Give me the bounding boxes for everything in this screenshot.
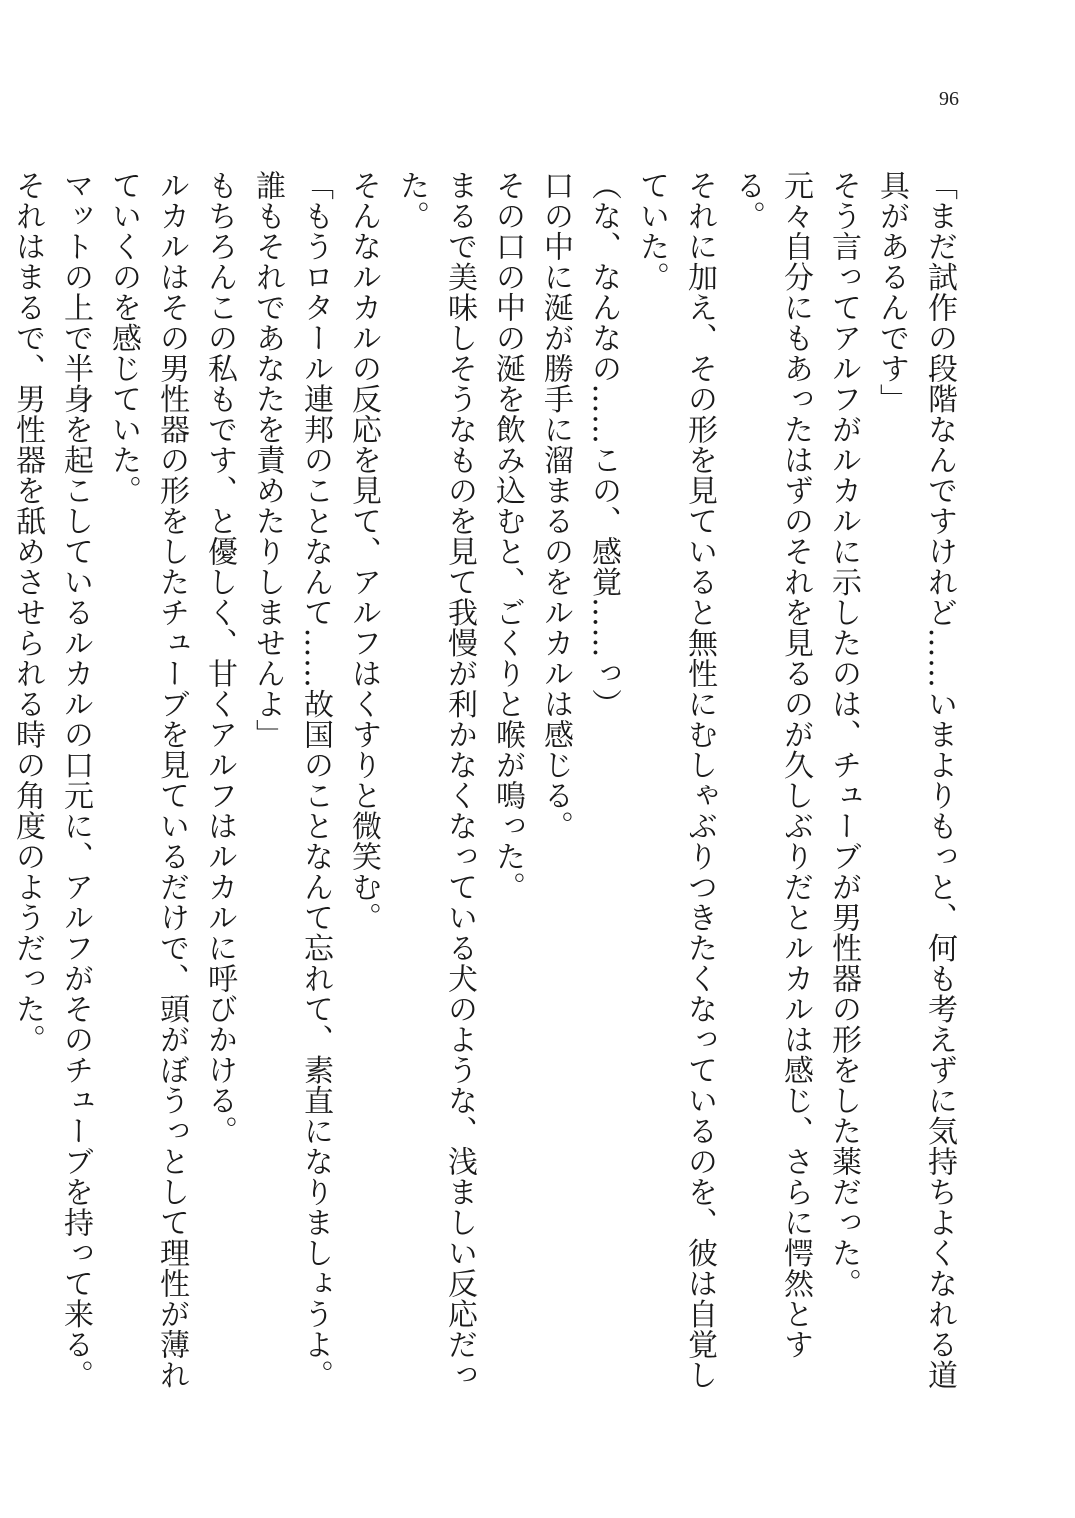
text-line: それに加え、その形を見ていると無性にむしゃぶりつきたくなっているのを、彼は自覚していた。 bbox=[634, 170, 717, 1390]
page-number: 96 bbox=[939, 88, 959, 110]
text-line: 元々自分にもあったはずのそれを見るのが久しぶりだとルカルは感じ、さらに愕然とする。 bbox=[730, 170, 813, 1360]
text-line: マットの上で半身を起こしているルカルの口元に、アルフがそのチューブを持って来る。 bbox=[58, 170, 93, 1390]
text-line: それはまるで、男性器を舐めさせられる時の角度のようだった。 bbox=[10, 170, 45, 1055]
text-line: まるで美味しそうなものを見て我慢が利かなくなっている犬のような、浅ましい反応だった。 bbox=[394, 170, 477, 1390]
text-line: そんなルカルの反応を見て、アルフはくすりと微笑む。 bbox=[346, 170, 381, 933]
text-line: そう言ってアルフがルカルに示したのは、チューブが男性器の形をした薬だった。 bbox=[826, 170, 861, 1299]
text-line: 「まだ試作の段階なんですけれど……いまよりもっと、何も考えずに気持ちよくなれる道具があるんです」 bbox=[874, 170, 957, 1390]
text-line: その口の中の涎を飲み込むと、ごくりと喉が鳴った。 bbox=[490, 170, 525, 902]
text-line: もちろんこの私もです、と優しく、甘くアルフはルカルに呼びかける。 bbox=[202, 170, 237, 1146]
text-line: 「もうロタール連邦のことなんて……故国のことなんて忘れて、素直になりましょうよ。誰もそれであなたを責めたりしませんよ」 bbox=[250, 170, 333, 1390]
text-line: （な、なんなの……この、感覚……っ） bbox=[586, 170, 621, 719]
text-line: ルカルはその男性器の形をしたチューブを見ているだけで、頭がぼうっとして理性が薄れていくのを感じていた。 bbox=[106, 170, 189, 1390]
text-line: 口の中に涎が勝手に溜まるのをルカルは感じる。 bbox=[538, 170, 573, 841]
vertical-text-body bbox=[10, 170, 963, 1400]
